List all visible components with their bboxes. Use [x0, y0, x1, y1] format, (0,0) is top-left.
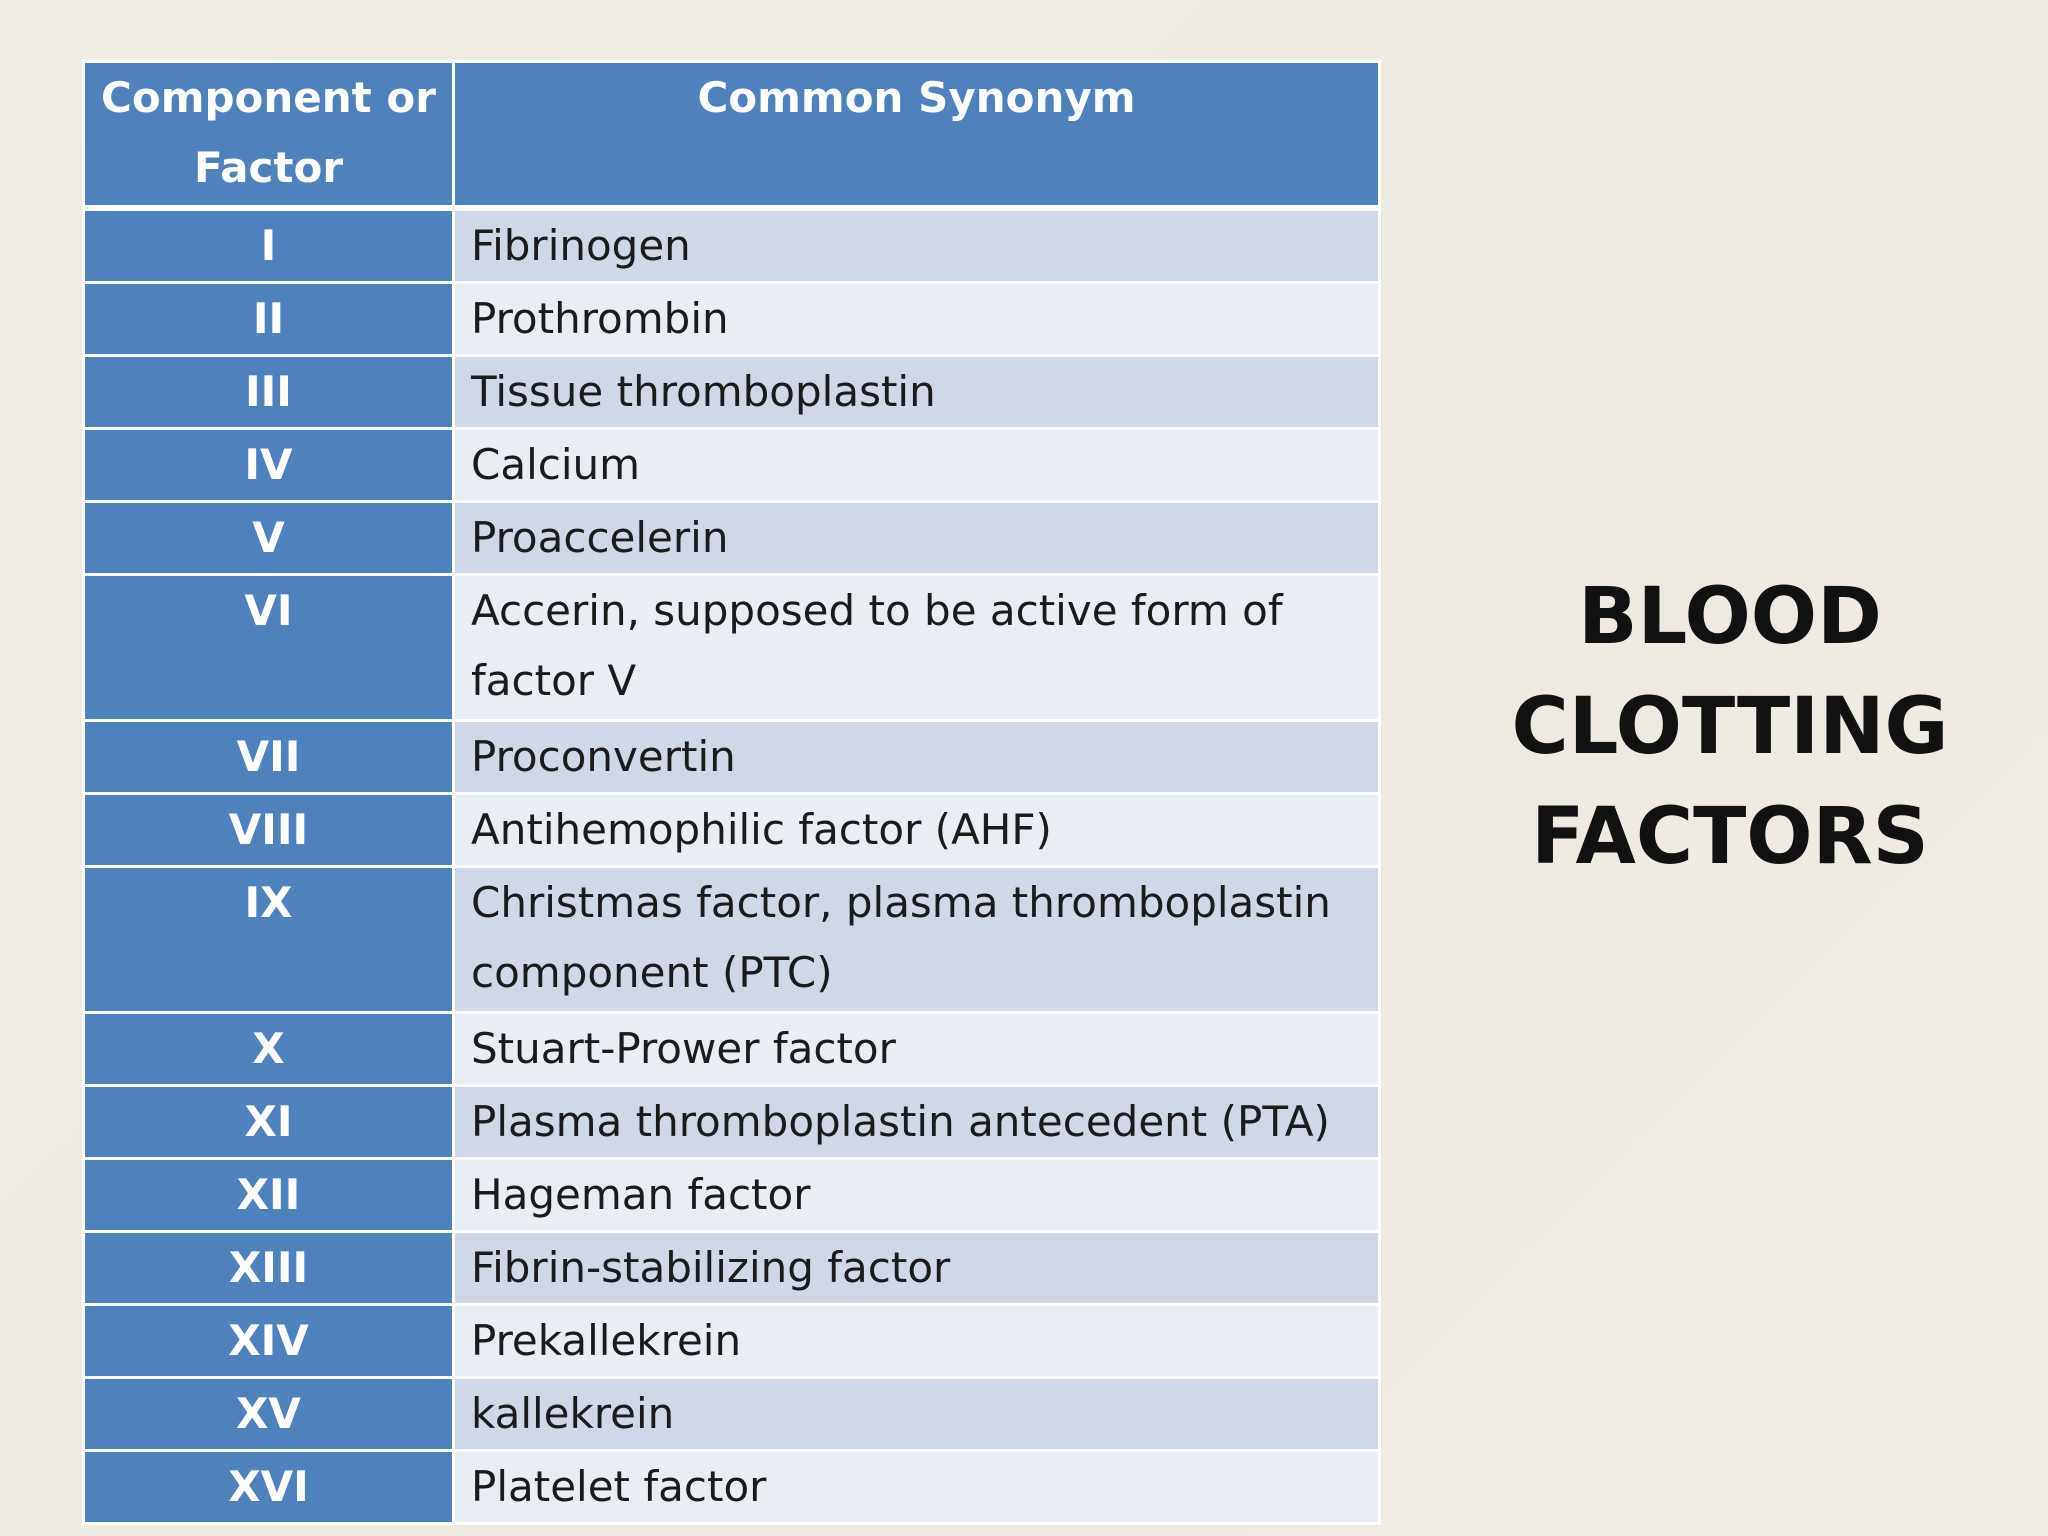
table-row	[84, 428, 1380, 501]
table-header-row	[84, 62, 1380, 208]
factor-numeral: XII	[84, 1158, 454, 1231]
table-row	[84, 1012, 1380, 1085]
title-line-clotting: CLOTTING	[1511, 682, 1949, 772]
factor-synonym: Stuart-Prower factor	[454, 1012, 1380, 1085]
table-row	[84, 866, 1380, 1012]
factor-synonym: Christmas factor, plasma thromboplastin component (PTC)	[454, 866, 1380, 1012]
factor-synonym: Antihemophilic factor (AHF)	[454, 793, 1380, 866]
table-row	[84, 1450, 1380, 1523]
table-row	[84, 282, 1380, 355]
factor-numeral: II	[84, 282, 454, 355]
factor-synonym: Fibrin-stabilizing factor	[454, 1231, 1380, 1304]
factor-synonym: Hageman factor	[454, 1158, 1380, 1231]
table-row	[84, 1231, 1380, 1304]
table-row	[84, 1085, 1380, 1158]
table-row	[84, 720, 1380, 793]
factor-numeral: VIII	[84, 793, 454, 866]
factor-numeral: XIV	[84, 1304, 454, 1377]
table-row	[84, 1304, 1380, 1377]
factor-numeral: XI	[84, 1085, 454, 1158]
factor-synonym: kallekrein	[454, 1377, 1380, 1450]
factor-numeral: V	[84, 501, 454, 574]
factor-synonym: Fibrinogen	[454, 208, 1380, 283]
factor-numeral: IX	[84, 866, 454, 1012]
table-row	[84, 1377, 1380, 1450]
factor-synonym: Prothrombin	[454, 282, 1380, 355]
header-common-synonym: Common Synonym	[454, 62, 1380, 208]
factor-synonym: Calcium	[454, 428, 1380, 501]
factor-numeral: X	[84, 1012, 454, 1085]
factor-synonym: Tissue thromboplastin	[454, 355, 1380, 428]
title-line-blood: BLOOD	[1578, 572, 1882, 662]
slide-title	[1460, 562, 2000, 892]
clotting-factors-table	[82, 60, 1381, 1525]
table-row	[84, 355, 1380, 428]
factor-numeral: IV	[84, 428, 454, 501]
factor-synonym: Proconvertin	[454, 720, 1380, 793]
factor-synonym: Plasma thromboplastin antecedent (PTA)	[454, 1085, 1380, 1158]
factor-synonym: Platelet factor	[454, 1450, 1380, 1523]
factor-numeral: VI	[84, 574, 454, 720]
factor-synonym: Proaccelerin	[454, 501, 1380, 574]
table-row	[84, 501, 1380, 574]
factor-numeral: XVI	[84, 1450, 454, 1523]
factor-numeral: VII	[84, 720, 454, 793]
table-row	[84, 1158, 1380, 1231]
factor-synonym: Prekallekrein	[454, 1304, 1380, 1377]
table-row	[84, 208, 1380, 283]
table-row	[84, 574, 1380, 720]
header-component-or-factor: Component or Factor	[84, 62, 454, 208]
table-row	[84, 793, 1380, 866]
factor-numeral: III	[84, 355, 454, 428]
factor-synonym: Accerin, supposed to be active form of factor V	[454, 574, 1380, 720]
factor-numeral: XV	[84, 1377, 454, 1450]
title-line-factors: FACTORS	[1531, 792, 1929, 882]
factor-numeral: XIII	[84, 1231, 454, 1304]
factor-numeral: I	[84, 208, 454, 283]
